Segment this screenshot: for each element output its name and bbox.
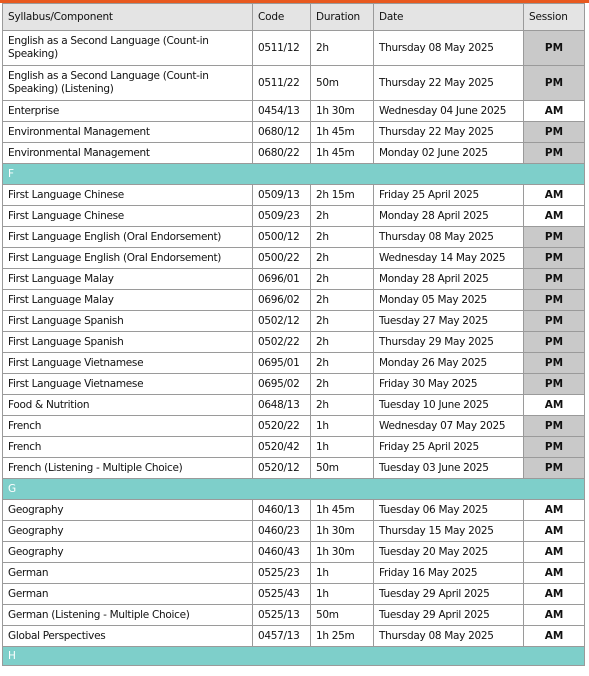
- cell-session: PM: [524, 122, 585, 143]
- cell-duration: 2h: [311, 227, 374, 248]
- cell-session: PM: [524, 290, 585, 311]
- table-row: [3, 248, 585, 269]
- cell-date: Monday 28 April 2025: [374, 206, 524, 227]
- cell-session: PM: [524, 31, 585, 66]
- section-letter: G: [3, 479, 585, 500]
- cell-syllabus: First Language Spanish: [3, 311, 253, 332]
- cell-syllabus: First Language Vietnamese: [3, 374, 253, 395]
- cell-session: PM: [524, 66, 585, 101]
- cell-duration: 2h: [311, 206, 374, 227]
- cell-session: PM: [524, 248, 585, 269]
- cell-date: Tuesday 29 April 2025: [374, 605, 524, 626]
- cell-code: 0680/12: [253, 122, 311, 143]
- cell-code: 0460/43: [253, 542, 311, 563]
- cell-date: Thursday 29 May 2025: [374, 332, 524, 353]
- table-row: [3, 269, 585, 290]
- cell-syllabus: French (Listening - Multiple Choice): [3, 458, 253, 479]
- table-row: [3, 416, 585, 437]
- table-row: [3, 626, 585, 647]
- table-row: [3, 605, 585, 626]
- cell-date: Monday 02 June 2025: [374, 143, 524, 164]
- cell-date: Monday 05 May 2025: [374, 290, 524, 311]
- table-row: [3, 521, 585, 542]
- cell-syllabus: English as a Second Language (Count-in Speaking): [3, 31, 253, 66]
- cell-date: Friday 16 May 2025: [374, 563, 524, 584]
- cell-duration: 2h: [311, 248, 374, 269]
- cell-duration: 1h: [311, 416, 374, 437]
- cell-session: AM: [524, 185, 585, 206]
- cell-date: Tuesday 29 April 2025: [374, 584, 524, 605]
- cell-session: AM: [524, 542, 585, 563]
- header-syllabus: Syllabus/Component: [3, 4, 253, 31]
- cell-code: 0502/12: [253, 311, 311, 332]
- cell-date: Tuesday 03 June 2025: [374, 458, 524, 479]
- cell-syllabus: First Language Malay: [3, 269, 253, 290]
- cell-date: Thursday 08 May 2025: [374, 626, 524, 647]
- cell-syllabus: German: [3, 584, 253, 605]
- table-row: [3, 101, 585, 122]
- cell-duration: 2h: [311, 374, 374, 395]
- cell-duration: 2h: [311, 332, 374, 353]
- cell-date: Tuesday 10 June 2025: [374, 395, 524, 416]
- cell-syllabus: French: [3, 416, 253, 437]
- cell-syllabus: English as a Second Language (Count-in Speaking) (Listening): [3, 66, 253, 101]
- cell-duration: 2h: [311, 395, 374, 416]
- cell-syllabus: German: [3, 563, 253, 584]
- cell-session: AM: [524, 563, 585, 584]
- cell-code: 0502/22: [253, 332, 311, 353]
- header-row: [3, 4, 585, 31]
- cell-date: Thursday 15 May 2025: [374, 521, 524, 542]
- table-row: [3, 143, 585, 164]
- cell-duration: 50m: [311, 605, 374, 626]
- cell-syllabus: Global Perspectives: [3, 626, 253, 647]
- cell-session: PM: [524, 353, 585, 374]
- cell-date: Wednesday 04 June 2025: [374, 101, 524, 122]
- table-row: [3, 227, 585, 248]
- cell-code: 0520/42: [253, 437, 311, 458]
- cell-syllabus: Food & Nutrition: [3, 395, 253, 416]
- table-row: [3, 290, 585, 311]
- cell-syllabus: First Language Malay: [3, 290, 253, 311]
- cell-code: 0520/12: [253, 458, 311, 479]
- cell-duration: 1h: [311, 563, 374, 584]
- cell-duration: 2h 15m: [311, 185, 374, 206]
- cell-session: AM: [524, 101, 585, 122]
- cell-code: 0648/13: [253, 395, 311, 416]
- cell-session: AM: [524, 626, 585, 647]
- cell-duration: 2h: [311, 31, 374, 66]
- cell-syllabus: First Language English (Oral Endorsement): [3, 227, 253, 248]
- table-row: [3, 374, 585, 395]
- table-row: [3, 332, 585, 353]
- cell-syllabus: Geography: [3, 500, 253, 521]
- cell-code: 0695/02: [253, 374, 311, 395]
- table-row: [3, 311, 585, 332]
- cell-duration: 1h 30m: [311, 101, 374, 122]
- cell-date: Wednesday 07 May 2025: [374, 416, 524, 437]
- cell-duration: 1h 30m: [311, 542, 374, 563]
- cell-session: PM: [524, 374, 585, 395]
- cell-duration: 1h 45m: [311, 122, 374, 143]
- table-row: [3, 458, 585, 479]
- table-row: [3, 563, 585, 584]
- cell-code: 0457/13: [253, 626, 311, 647]
- table-row: [3, 66, 585, 101]
- cell-session: AM: [524, 605, 585, 626]
- cell-syllabus: French: [3, 437, 253, 458]
- cell-date: Thursday 22 May 2025: [374, 122, 524, 143]
- cell-duration: 1h 25m: [311, 626, 374, 647]
- table-row: [3, 122, 585, 143]
- exam-timetable: [2, 3, 585, 666]
- cell-date: Thursday 08 May 2025: [374, 31, 524, 66]
- cell-code: 0525/43: [253, 584, 311, 605]
- table-row: [3, 395, 585, 416]
- cell-duration: 1h 45m: [311, 143, 374, 164]
- cell-session: PM: [524, 416, 585, 437]
- cell-syllabus: Geography: [3, 542, 253, 563]
- cell-syllabus: Enterprise: [3, 101, 253, 122]
- cell-date: Thursday 08 May 2025: [374, 227, 524, 248]
- cell-date: Monday 26 May 2025: [374, 353, 524, 374]
- cell-code: 0525/23: [253, 563, 311, 584]
- cell-session: PM: [524, 143, 585, 164]
- cell-session: AM: [524, 206, 585, 227]
- cell-code: 0454/13: [253, 101, 311, 122]
- cell-syllabus: First Language Vietnamese: [3, 353, 253, 374]
- cell-code: 0500/12: [253, 227, 311, 248]
- cell-duration: 1h: [311, 437, 374, 458]
- cell-syllabus: First Language English (Oral Endorsement): [3, 248, 253, 269]
- cell-date: Tuesday 20 May 2025: [374, 542, 524, 563]
- cell-duration: 2h: [311, 269, 374, 290]
- cell-code: 0460/23: [253, 521, 311, 542]
- cell-date: Tuesday 27 May 2025: [374, 311, 524, 332]
- cell-code: 0500/22: [253, 248, 311, 269]
- header-date: Date: [374, 4, 524, 31]
- cell-session: AM: [524, 584, 585, 605]
- cell-session: AM: [524, 500, 585, 521]
- cell-date: Thursday 22 May 2025: [374, 66, 524, 101]
- cell-date: Friday 25 April 2025: [374, 437, 524, 458]
- cell-duration: 2h: [311, 311, 374, 332]
- cell-date: Tuesday 06 May 2025: [374, 500, 524, 521]
- cell-duration: 2h: [311, 290, 374, 311]
- cell-code: 0509/13: [253, 185, 311, 206]
- cell-code: 0511/22: [253, 66, 311, 101]
- cell-date: Monday 28 April 2025: [374, 269, 524, 290]
- table-row: [3, 437, 585, 458]
- table-row: [3, 206, 585, 227]
- table-row: [3, 185, 585, 206]
- cell-syllabus: Environmental Management: [3, 122, 253, 143]
- table-row: [3, 31, 585, 66]
- cell-syllabus: First Language Spanish: [3, 332, 253, 353]
- cell-session: PM: [524, 311, 585, 332]
- cell-code: 0680/22: [253, 143, 311, 164]
- cell-session: PM: [524, 458, 585, 479]
- cell-date: Friday 25 April 2025: [374, 185, 524, 206]
- cell-duration: 1h 45m: [311, 500, 374, 521]
- cell-code: 0696/01: [253, 269, 311, 290]
- cell-code: 0509/23: [253, 206, 311, 227]
- cell-code: 0525/13: [253, 605, 311, 626]
- cell-code: 0460/13: [253, 500, 311, 521]
- cell-code: 0520/22: [253, 416, 311, 437]
- table-row: [3, 500, 585, 521]
- cell-duration: 50m: [311, 66, 374, 101]
- section-letter: F: [3, 164, 585, 185]
- cell-code: 0511/12: [253, 31, 311, 66]
- cell-duration: 1h 30m: [311, 521, 374, 542]
- cell-syllabus: German (Listening - Multiple Choice): [3, 605, 253, 626]
- header-duration: Duration: [311, 4, 374, 31]
- timetable-body: [3, 31, 585, 666]
- section-letter: H: [3, 647, 585, 666]
- cell-syllabus: First Language Chinese: [3, 185, 253, 206]
- cell-code: 0695/01: [253, 353, 311, 374]
- header-session: Session: [524, 4, 585, 31]
- cell-session: PM: [524, 227, 585, 248]
- cell-session: AM: [524, 521, 585, 542]
- cell-session: PM: [524, 332, 585, 353]
- cell-session: PM: [524, 269, 585, 290]
- section-header-h: [3, 647, 585, 666]
- cell-syllabus: First Language Chinese: [3, 206, 253, 227]
- cell-duration: 50m: [311, 458, 374, 479]
- section-header-g: [3, 479, 585, 500]
- header-code: Code: [253, 4, 311, 31]
- cell-syllabus: Geography: [3, 521, 253, 542]
- cell-duration: 2h: [311, 353, 374, 374]
- cell-session: AM: [524, 395, 585, 416]
- cell-duration: 1h: [311, 584, 374, 605]
- cell-syllabus: Environmental Management: [3, 143, 253, 164]
- cell-date: Wednesday 14 May 2025: [374, 248, 524, 269]
- cell-date: Friday 30 May 2025: [374, 374, 524, 395]
- table-row: [3, 542, 585, 563]
- table-row: [3, 584, 585, 605]
- cell-code: 0696/02: [253, 290, 311, 311]
- cell-session: PM: [524, 437, 585, 458]
- section-header-f: [3, 164, 585, 185]
- table-row: [3, 353, 585, 374]
